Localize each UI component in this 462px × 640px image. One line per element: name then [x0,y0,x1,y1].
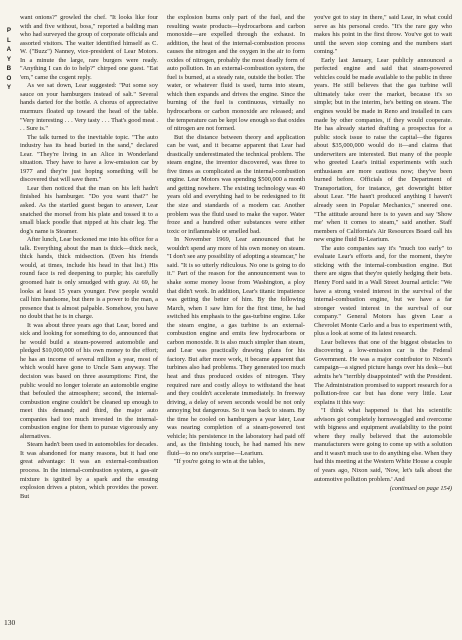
magazine-letter: A [6,46,12,53]
article-column-3 [314,14,452,626]
paragraph: "I think what happened is that his scientific advisors got completely hornswoggled and overcome with bigness and equipment availability to the point where they really believed that the automobile manufacturers were going to come up with a solution and it wasn't much use to do anything else. When they had this meeting at the Western White House a couple of years ago, Nixon said, 'Now, let's talk about the automotive pollution problem.' And [314,407,452,483]
article-body [20,14,452,626]
paragraph: Lear then noticed that the man on his left hadn't finished his hamburger. "Do you want that?" he asked. As the startled guest began to answer, Lear snatched the morsel from his plate and tossed it to a small black poodle that nipped at his chair leg. The dog's name is Steamer. [20,184,158,235]
paragraph: It was about three years ago that Lear, bored and sick and looking for something to do, announced that he would build a steam-powered automobile and pledged $10,000,000 of his own money to the effort; he has an income of several million a year, most of which would have gone to Uncle Sam anyway. The decision was based on three assumptions: First, the public would no longer tolerate an automobile engine that befouled the atmosphere; second, the internal-combustion engine couldn't be cleaned up enough to meet this demand; and third, the major auto companies had too much invested in the internal-combustion engine for them to pursue vigorously any alternatives. [20,321,158,440]
paragraph: The auto companies say it's "much too early" to evaluate Lear's efforts and, for the moment, they're sticking with the internal-combustion engine. But there are signs that they're quietly hedging their bets. Henry Ford said in a Wall Street Journal article: "We have a strong vested interest in the survival of the internal-combustion engine, but we have a far stronger vested interest in the survival of our company." General Motors has given Lear a Chevrolet Monte Carlo and a bus to experiment with, plus a look at some of its latest research. [314,244,452,338]
magazine-letter: L [7,36,11,44]
article-column-2 [167,14,305,626]
paragraph: want onions?" growled the chef. "It looks like four with and five without, boss," reported a balding man who had surveyed the group of corporate officials and assorted visitors. The waiter identified himself as C. W. ("Buzz") Nanney, vice-president of Lear Motors. In a minute the large, rare burgers were ready. "Anything I can do to help?" chirped one guest. "Eat 'em," came the cogent reply. [20,14,158,81]
article-column-1 [20,14,158,626]
magazine-letter: Y [6,55,12,63]
paragraph: Lear believes that one of the biggest obstacles to discovering a low-emission car is the Federal Government. He was a major contributor to Nixon's campaign—a signed picture hangs over his desk—but admits he's "terribly disappointed" with the President. The Administration promised to support research for a pollution-free car but has done very little. Lear explains it this way: [314,338,452,406]
magazine-letter: B [6,65,12,72]
paragraph: As we sat down, Lear suggested: "Put some soy sauce on your hamburgers instead of salt." Several hands darted for the bottle. A chorus of appreciative murmurs floated up toward the head of the table. "Very interesting . . . Very tasty . . . That's good meat . . . Sure is." [20,82,158,133]
continued-on-page-note: (continued on page 154) [389,485,452,493]
paragraph: The talk turned to the inevitable topic. "The auto industry has its head buried in the sand," declared Lear. "They're living in an Alice in Wonderland situation. They have to have a low-emission car by 1977 and they're just hoping something will be discovered that will save them." [20,133,158,184]
paragraph: Steam hadn't been used in automobiles for decades. It was abandoned for many reasons, but it had one great advantage: It was an external-combustion process. In the internal-combustion system, a gas-air mixture is ignited by a spark and the ensuing explosion drives a piston, which provides the power. But [20,441,158,500]
magazine-name-vertical [4,26,14,93]
magazine-letter: P [6,27,12,34]
magazine-letter: Y [6,84,12,91]
paragraph: Early last January, Lear publicly announced a perfected engine and said that steam-powered vehicles could be made available to the public in three years. He still believes that the gas turbine will ultimately take over the market, because it's so simple; but in the interim, he's betting on steam. The engines would be made in Reno and installed in cars made by other companies, if they would cooperate. He has already started drafting a prospectus for a public stock issue to raise the capital—the figures about $35,000,000 would do it—and claims that underwriters are interested. But many of the people who greeted Lear's initial experiments with such enthusiasm are more cautious now; they've been burned before. Officials of the Department of Transportation, for instance, get downright bitter about Lear. "He hasn't produced anything I haven't already seen in Popular Mechanics," sneered one. "The attitude around here is to yawn and say 'Show me' when it comes to steam," said another. Staff members of California's Air Resources Board call his new engine fluid Bi-Learium. [314,56,452,244]
paragraph: In November 1969, Lear announced that he wouldn't spend any more of his own money on steam. "I don't see any possibility of adopting a steamcar," he said. "It is so utterly ridiculous. No one is going to do it." Part of the reason for the announcement was to shake some money loose from Washington, a ploy that didn't work. In addition, Lear's titanic impatience was getting the better of him. By the following March, when I saw him for the first time, he had switched his emphasis to the gas-turbine engine. Like the steam engine, a gas turbine is an external-combustion engine and emits few hydrocarbons or carbon monoxide. It is also much simpler than steam, and Lear was practically drawing plans for his factory. But after more work, it became apparent that turbines also had problems. They generated too much heat and thus produced oxides of nitrogen. They required rare and costly alloys to withstand the heat and they couldn't accelerate immediately. In freeway driving, a delay of seven seconds would be not only annoying but dangerous. So it was back to steam. By the time he cooled on hamburgers a year later, Lear was nearing completion of a steam-powered test vehicle; his persistence in the laboratory had paid off and, as the finishing touch, he had named his new fluid—to no one's surprise—Learium. [167,236,305,457]
paragraph: the explosion burns only part of the fuel, and the resulting waste products—hydrocarbons and carbon monoxide—are expelled through the exhaust. In addition, the heat of the internal-combustion process causes the nitrogen and the oxygen in the air to form oxides of nitrogen, probably the most deadly form of auto pollution. In an external-combustion system, the fuel is burned, at a steady rate, outside the boiler. The water, or whatever fluid is used, turns into steam, which then expands and drives the engine. Since the burning of the fuel is continuous, virtually no hydrocarbons or carbon monoxide are released; and the temperature can be kept low enough so that oxides of nitrogen are not formed. [167,14,305,133]
paragraph: "If you're going to win at the tables, [174,458,266,466]
page-number: 130 [4,618,16,627]
paragraph: But the distance between theory and application can be vast, and it became apparent that Lear had drastically underestimated the technical problem. The steam engine, the inventor discovered, was three to five times as complicated as the internal-combustion engine. Lear Motors was spending $500,000 a month and getting nowhere. The existing technology was 40 years old and everything had to be redesigned to fit the size and standards of a modern car. Another problem was the fluid used to make the vapor. Water froze and a hundred other substances were either toxic or inflammable or smelled bad. [167,133,305,235]
paragraph: After lunch, Lear beckoned me into his office for a talk. Everything about the man is thick—thick neck, thick hands, thick midsection. (Even his friends would, at times, include his head in that list.) His round face is red deepening to purple; his carefully groomed hair is only smudged with gray. At 69, he looks at least 15 years younger. Few people would call him handsome, but there is a power to the man, a presence that is almost palpable. Somehow, you have no doubt that he is in charge. [20,236,158,321]
magazine-letter: O [6,74,12,82]
paragraph: you've got to stay in there," said Lear, in what could serve as his personal credo. "It's the rare guy who makes his point in the first throw. You've got to wait until the seven stop coming and the numbers start coming." [314,14,452,56]
